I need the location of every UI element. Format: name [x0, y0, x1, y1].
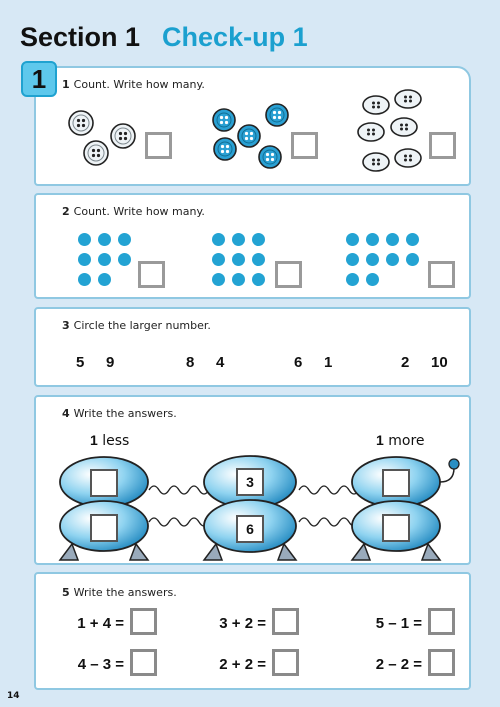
question-number: 4: [62, 407, 70, 420]
robot-answer-box[interactable]: [90, 469, 118, 497]
answer-box[interactable]: [428, 649, 455, 676]
number-option[interactable]: 2: [401, 354, 410, 371]
dot: [98, 253, 111, 266]
page-number: 14: [7, 691, 20, 701]
dot: [366, 273, 379, 286]
robot-answer-box[interactable]: [382, 469, 410, 497]
question-2-panel: [34, 193, 471, 299]
number-option[interactable]: 8: [186, 354, 195, 371]
less-word: less: [102, 433, 130, 449]
dot: [78, 253, 91, 266]
dot: [118, 253, 131, 266]
button-icon: [69, 111, 135, 165]
number-option[interactable]: 10: [431, 354, 448, 371]
question-number: 3: [62, 319, 70, 332]
answer-box[interactable]: [272, 608, 299, 635]
sum-expression: 4 – 3 =: [77, 656, 124, 673]
number-option[interactable]: 9: [106, 354, 115, 371]
question-text: Circle the larger number.: [73, 319, 211, 332]
dot: [232, 233, 245, 246]
dot: [346, 273, 359, 286]
robot-bottom-number: 6: [246, 521, 254, 537]
dot: [212, 233, 225, 246]
sum-expression: 3 + 2 =: [219, 615, 266, 632]
checkup-title: Check-up 1: [162, 22, 308, 52]
sum-expression: 5 – 1 =: [375, 615, 422, 632]
less-number: 1: [90, 432, 98, 448]
sum-expression: 2 – 2 =: [375, 656, 422, 673]
dot: [386, 253, 399, 266]
robot-top-number: 3: [246, 474, 254, 490]
dot: [212, 273, 225, 286]
question-text: Count. Write how many.: [73, 205, 205, 218]
more-word: more: [388, 433, 425, 449]
answer-box[interactable]: [428, 261, 455, 288]
number-option[interactable]: 5: [76, 354, 85, 371]
button-groups: [36, 88, 473, 188]
dot: [346, 253, 359, 266]
question-3-title: [62, 319, 211, 332]
spring: [149, 518, 209, 526]
robot-answer-box[interactable]: [90, 514, 118, 542]
unit-badge: 1: [21, 61, 57, 97]
dot: [232, 273, 245, 286]
question-4-title: [62, 407, 177, 420]
dot: [78, 233, 91, 246]
number-option[interactable]: 4: [216, 354, 225, 371]
dot: [78, 273, 91, 286]
question-5-title: [62, 586, 177, 599]
one-more-label: [376, 432, 425, 449]
question-number: 1: [62, 78, 70, 91]
dot: [232, 253, 245, 266]
spring: [149, 486, 209, 494]
section-title: Section 1: [20, 22, 141, 52]
dot: [118, 233, 131, 246]
number-option[interactable]: 1: [324, 354, 333, 371]
question-text: Write the answers.: [73, 586, 177, 599]
answer-box[interactable]: [429, 132, 456, 159]
sum-expression: 2 + 2 =: [219, 656, 266, 673]
dot: [252, 253, 265, 266]
question-2-title: [62, 205, 205, 218]
answer-box[interactable]: [272, 649, 299, 676]
dot: [252, 233, 265, 246]
question-number: 2: [62, 205, 70, 218]
button-icon: [213, 104, 288, 168]
dot: [346, 233, 359, 246]
answer-box[interactable]: [130, 608, 157, 635]
answer-box[interactable]: [291, 132, 318, 159]
dot: [98, 233, 111, 246]
robot-answer-box[interactable]: [382, 514, 410, 542]
dot: [386, 233, 399, 246]
dot: [406, 253, 419, 266]
answer-box[interactable]: [145, 132, 172, 159]
answer-box[interactable]: [275, 261, 302, 288]
question-1-panel: [34, 66, 471, 186]
answer-box[interactable]: [428, 608, 455, 635]
dot: [252, 273, 265, 286]
question-5-panel: [34, 572, 471, 690]
spring: [299, 518, 359, 526]
answer-box[interactable]: [130, 649, 157, 676]
more-number: 1: [376, 432, 384, 448]
question-3-panel: [34, 307, 471, 387]
dot: [366, 233, 379, 246]
question-text: Count. Write how many.: [73, 78, 205, 91]
one-less-label: [90, 432, 129, 449]
dot: [98, 273, 111, 286]
number-option[interactable]: 6: [294, 354, 303, 371]
dot: [212, 253, 225, 266]
dot: [406, 233, 419, 246]
button-icon: [358, 90, 421, 171]
page-header: [20, 22, 308, 58]
question-number: 5: [62, 586, 70, 599]
sum-expression: 1 + 4 =: [77, 615, 124, 632]
dot: [366, 253, 379, 266]
spring: [299, 486, 359, 494]
answer-box[interactable]: [138, 261, 165, 288]
question-text: Write the answers.: [73, 407, 177, 420]
